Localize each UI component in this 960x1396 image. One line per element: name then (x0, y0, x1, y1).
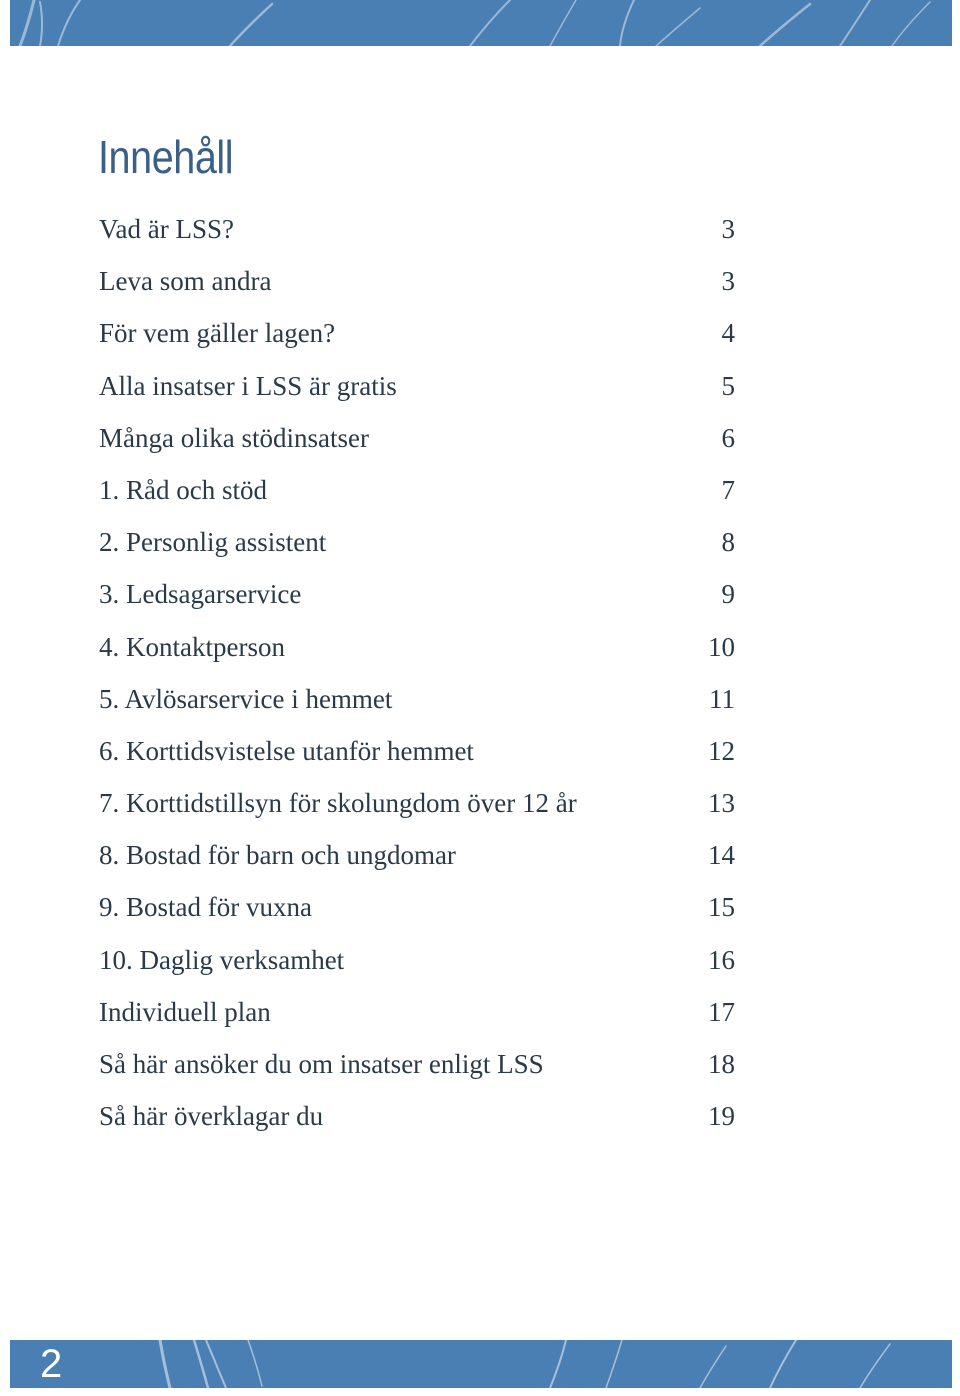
toc-entry-page: 3 (721, 266, 735, 297)
toc-row (99, 519, 735, 571)
toc-row (99, 989, 735, 1041)
toc-row (99, 571, 735, 623)
toc-row (99, 1093, 735, 1145)
toc-row (99, 884, 735, 936)
toc-entry-label: 7. Korttidstillsyn för skolungdom över 12 år (99, 788, 577, 819)
toc-entry-page: 5 (721, 370, 735, 401)
toc-row (99, 780, 735, 832)
toc-entry-label: 3. Ledsagarservice (99, 579, 302, 610)
toc-entry-label: 6. Korttidsvistelse utanför hemmet (99, 735, 474, 766)
toc-entry-page: 9 (721, 579, 735, 610)
toc-entry-label: 2. Personlig assistent (99, 527, 327, 558)
toc-row (99, 1041, 735, 1093)
toc-entry-page: 18 (708, 1049, 735, 1079)
toc-row (99, 832, 735, 884)
toc-entry-label: 9. Bostad för vuxna (99, 892, 312, 923)
table-of-contents (99, 206, 735, 1145)
toc-entry-label: 5. Avlösarservice i hemmet (99, 683, 393, 714)
toc-row (99, 363, 735, 415)
toc-entry-page: 6 (721, 422, 735, 453)
toc-entry-page: 19 (708, 1101, 735, 1132)
toc-entry-page: 10 (708, 631, 735, 662)
toc-entry-page: 3 (721, 214, 735, 244)
toc-entry-page: 16 (708, 944, 735, 975)
toc-row (99, 206, 735, 258)
toc-row (99, 415, 735, 467)
bottom-decorative-band (10, 1340, 952, 1388)
toc-entry-label: Många olika stödinsatser (99, 422, 369, 453)
page-number: 2 (40, 1342, 63, 1386)
toc-entry-page: 17 (708, 996, 735, 1027)
toc-entry-label: 8. Bostad för barn och ungdomar (99, 840, 456, 871)
toc-entry-page: 4 (721, 318, 735, 349)
toc-entry-label: 4. Kontaktperson (99, 631, 285, 662)
toc-row (99, 258, 735, 310)
toc-row (99, 310, 735, 362)
toc-entry-label: Leva som andra (99, 266, 272, 297)
toc-entry-page: 12 (708, 735, 735, 766)
toc-entry-label: Alla insatser i LSS är gratis (99, 370, 397, 401)
toc-entry-label: 1. Råd och stöd (99, 474, 267, 505)
toc-entry-page: 8 (721, 527, 735, 558)
toc-entry-label: Vad är LSS? (99, 214, 234, 244)
bottom-band-grass-art (10, 1340, 952, 1388)
toc-entry-label: Så här ansöker du om insatser enligt LSS (99, 1049, 544, 1079)
toc-row (99, 467, 735, 519)
toc-entry-page: 7 (721, 474, 735, 505)
top-decorative-band (10, 0, 952, 46)
toc-row (99, 937, 735, 989)
toc-row (99, 676, 735, 728)
toc-row (99, 624, 735, 676)
toc-entry-label: Individuell plan (99, 996, 271, 1027)
toc-entry-page: 13 (708, 788, 735, 819)
toc-row (99, 728, 735, 780)
page-title: Innehåll (98, 131, 234, 183)
toc-entry-page: 11 (709, 683, 735, 714)
toc-entry-label: För vem gäller lagen? (99, 318, 336, 349)
toc-entry-page: 15 (708, 892, 735, 923)
toc-entry-label: 10. Daglig verksamhet (99, 944, 345, 975)
toc-entry-page: 14 (708, 840, 735, 871)
toc-entry-label: Så här överklagar du (99, 1101, 324, 1132)
top-band-grass-art (10, 0, 952, 46)
